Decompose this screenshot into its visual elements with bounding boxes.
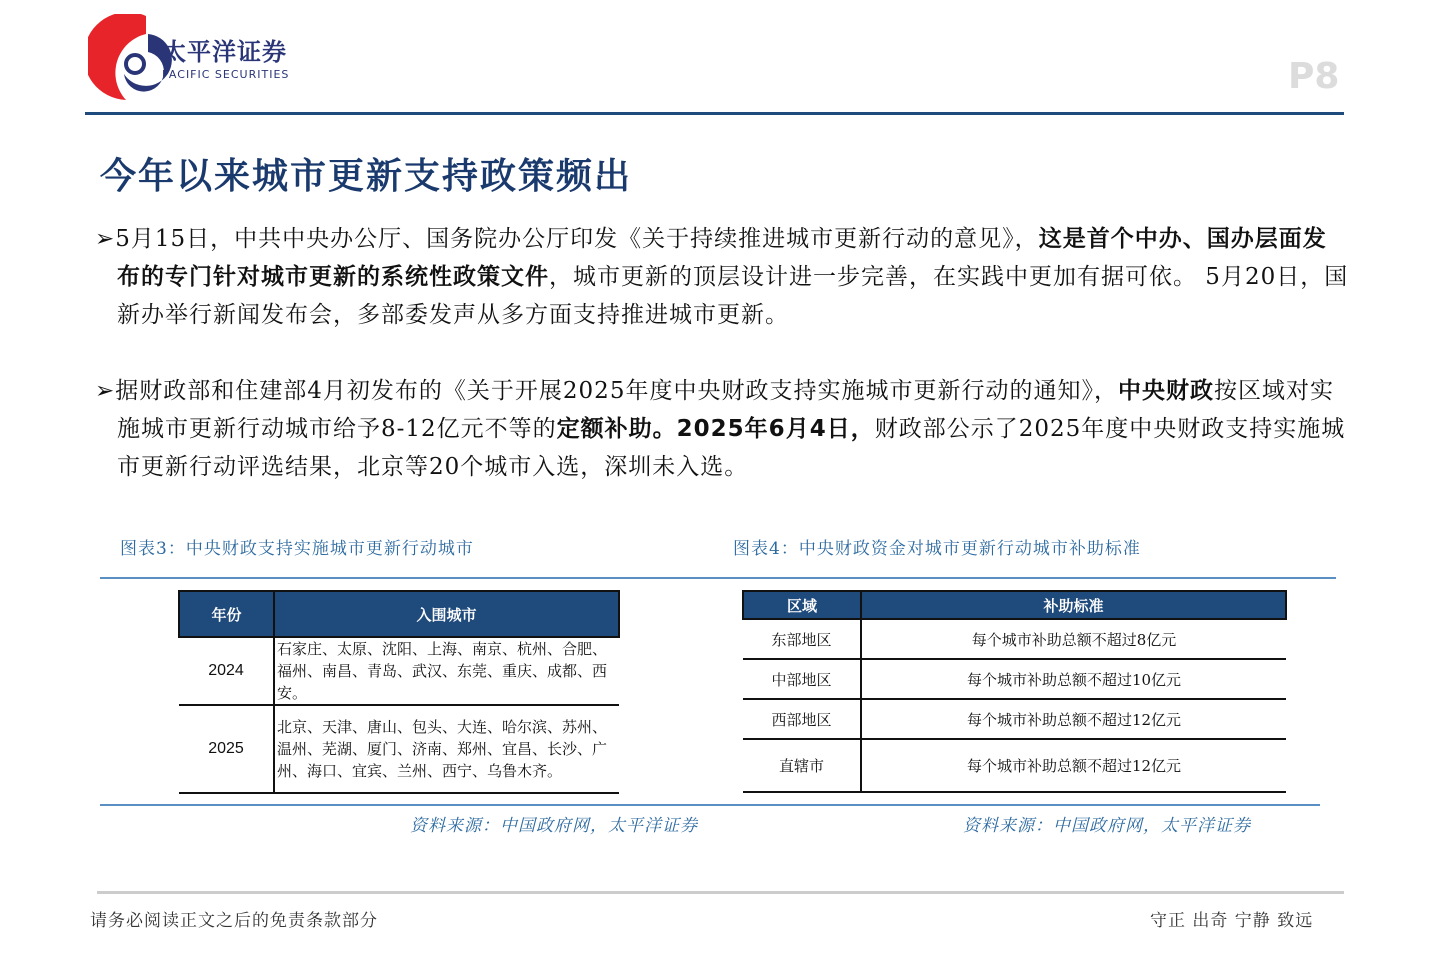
figure4-source: 资料来源：中国政府网，太平洋证券 (963, 816, 1251, 836)
caption-divider (100, 577, 1336, 579)
table-row (179, 637, 619, 705)
year-cell: 2025 (179, 705, 274, 793)
cities-table (178, 590, 620, 794)
cities-cell: 北京、天津、唐山、包头、大连、哈尔滨、苏州、温州、芜湖、厦门、济南、郑州、宜昌、长沙、广州、海口、宜宾、兰州、西宁、乌鲁木齐。 (274, 705, 619, 793)
table-row (743, 739, 1286, 792)
page-number: P8 (1288, 56, 1340, 97)
standard-cell: 每个城市补助总额不超过12亿元 (861, 699, 1286, 739)
standard-cell: 每个城市补助总额不超过10亿元 (861, 659, 1286, 699)
col-header-year: 年份 (179, 591, 274, 637)
bullet-arrow-icon: ➢ (95, 226, 116, 252)
bullet-1 (95, 220, 1350, 334)
page-title: 今年以来城市更新支持政策频出 (100, 155, 633, 197)
footer-divider (97, 891, 1344, 894)
table-row (179, 705, 619, 793)
table-row (743, 699, 1286, 739)
table-row (743, 659, 1286, 699)
region-cell: 直辖市 (743, 739, 861, 792)
figure3-caption: 图表3：中央财政支持实施城市更新行动城市 (120, 539, 474, 559)
motto-text: 守正 出奇 宁静 致远 (1150, 911, 1314, 931)
figure4-caption: 图表4：中央财政资金对城市更新行动城市补助标准 (733, 539, 1141, 559)
figure3-source: 资料来源：中国政府网，太平洋证券 (410, 816, 698, 836)
emphasis-text: 中央财政 (1117, 378, 1214, 404)
region-cell: 西部地区 (743, 699, 861, 739)
body-text: 按区域对实施城市更新行动城市给予8-12亿元不等的 (117, 378, 1334, 442)
body-text: 5月15日，中共中央办公厅、国务院办公厅印发《关于持续推进城市更新行动的意见》， (115, 226, 1039, 252)
body-text: 财政部公示了2025年度中央财政支持实施城市更新行动评选结果，北京等20个城市入选，深圳未入选。 (117, 416, 1346, 480)
logo-subtext: PACIFIC SECURITIES (162, 68, 290, 81)
col-header-cities: 入围城市 (274, 591, 619, 637)
logo-text: 太平洋证券 (162, 38, 287, 66)
body-text: ，城市更新的顶层设计进一步完善，在实践中更加有据可依。 5月20日，国新办举行新闻发布会，多部委发声从多方面支持推进城市更新。 (117, 264, 1349, 328)
region-cell: 中部地区 (743, 659, 861, 699)
table-divider (100, 804, 1320, 806)
header-divider (85, 112, 1344, 115)
col-header-standard: 补助标准 (861, 591, 1286, 619)
disclaimer-text: 请务必阅读正文之后的免责条款部分 (90, 911, 378, 931)
body-text: 据财政部和住建部4月初发布的《关于开展2025年度中央财政支持实施城市更新行动的通知》， (115, 378, 1118, 404)
standard-cell: 每个城市补助总额不超过8亿元 (861, 619, 1286, 659)
bullet-arrow-icon: ➢ (95, 378, 116, 404)
emphasis-text: 定额补助。2025年6月4日， (556, 416, 875, 442)
table-row (743, 619, 1286, 659)
cities-cell: 石家庄、太原、沈阳、上海、南京、杭州、合肥、福州、南昌、青岛、武汉、东莞、重庆、成都、西安。 (274, 637, 619, 705)
emphasis-text: 这是首个中办、国办层面发布的专门针对城市更新的系统性政策文件 (117, 226, 1327, 290)
body-paragraphs (95, 220, 1350, 486)
bullet-2 (95, 372, 1350, 486)
standard-cell: 每个城市补助总额不超过12亿元 (861, 739, 1286, 792)
year-cell: 2024 (179, 637, 274, 705)
subsidy-table (742, 590, 1287, 793)
region-cell: 东部地区 (743, 619, 861, 659)
col-header-region: 区域 (743, 591, 861, 619)
